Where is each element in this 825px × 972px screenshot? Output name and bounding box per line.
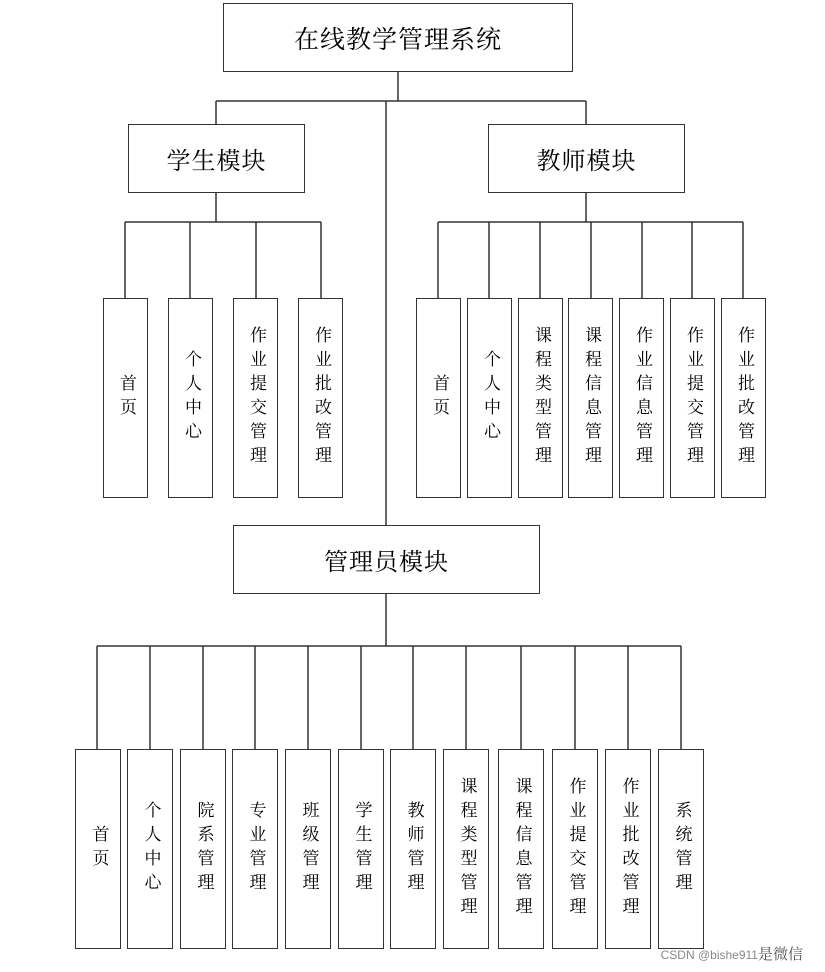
student-module-label: 学生模块	[166, 147, 267, 175]
admin-item-major	[232, 749, 278, 949]
admin-item-label: 教师管理	[403, 801, 424, 897]
admin-item-class	[285, 749, 331, 949]
admin-item-label: 学生管理	[351, 801, 372, 897]
student-item-label: 作业批改管理	[311, 326, 331, 470]
admin-item-teacher	[390, 749, 436, 949]
admin-item-homework-submit	[552, 749, 598, 949]
student-item-homework-submit	[233, 298, 278, 498]
admin-item-course-type	[443, 749, 489, 949]
student-item-home	[103, 298, 148, 498]
admin-item-label: 个人中心	[140, 801, 161, 897]
teacher-item-homework-grading	[721, 298, 766, 498]
teacher-item-label: 个人中心	[480, 350, 500, 446]
admin-item-label: 院系管理	[193, 801, 214, 897]
teacher-item-homework-submit	[670, 298, 715, 498]
student-item-profile	[168, 298, 213, 498]
student-item-homework-grading	[298, 298, 343, 498]
admin-item-label: 作业提交管理	[565, 777, 586, 921]
admin-item-label: 系统管理	[671, 801, 692, 897]
student-module-node	[128, 124, 305, 193]
admin-item-course-info	[498, 749, 544, 949]
root-label: 在线教学管理系统	[293, 24, 502, 54]
admin-module-label: 管理员模块	[324, 548, 449, 576]
watermark-suffix: 是微信	[757, 946, 803, 963]
admin-item-homework-grading	[605, 749, 651, 949]
admin-item-label: 班级管理	[298, 801, 319, 897]
admin-item-label: 作业批改管理	[618, 777, 639, 921]
admin-item-system	[658, 749, 704, 949]
admin-module-node	[233, 525, 540, 594]
teacher-item-label: 课程信息管理	[581, 326, 601, 470]
teacher-item-course-info	[568, 298, 613, 498]
teacher-item-homework-info	[619, 298, 664, 498]
teacher-item-home	[416, 298, 461, 498]
teacher-item-course-type	[518, 298, 563, 498]
teacher-item-label: 作业批改管理	[734, 326, 754, 470]
watermark	[661, 943, 803, 964]
teacher-item-label: 课程类型管理	[531, 326, 551, 470]
teacher-module-node	[488, 124, 685, 193]
watermark-prefix: CSDN @bishe911	[660, 948, 758, 962]
teacher-module-label: 教师模块	[536, 147, 637, 175]
student-item-label: 个人中心	[181, 350, 201, 446]
admin-item-student	[338, 749, 384, 949]
admin-item-label: 课程类型管理	[456, 777, 477, 921]
admin-item-label: 首页	[88, 825, 109, 873]
teacher-item-profile	[467, 298, 512, 498]
student-item-label: 作业提交管理	[246, 326, 266, 470]
teacher-item-label: 首页	[429, 374, 449, 422]
admin-item-home	[75, 749, 121, 949]
teacher-item-label: 作业提交管理	[683, 326, 703, 470]
teacher-item-label: 作业信息管理	[632, 326, 652, 470]
student-item-label: 首页	[116, 374, 136, 422]
admin-item-profile	[127, 749, 173, 949]
admin-item-label: 专业管理	[245, 801, 266, 897]
root-node	[223, 3, 573, 72]
admin-item-department	[180, 749, 226, 949]
admin-item-label: 课程信息管理	[511, 777, 532, 921]
